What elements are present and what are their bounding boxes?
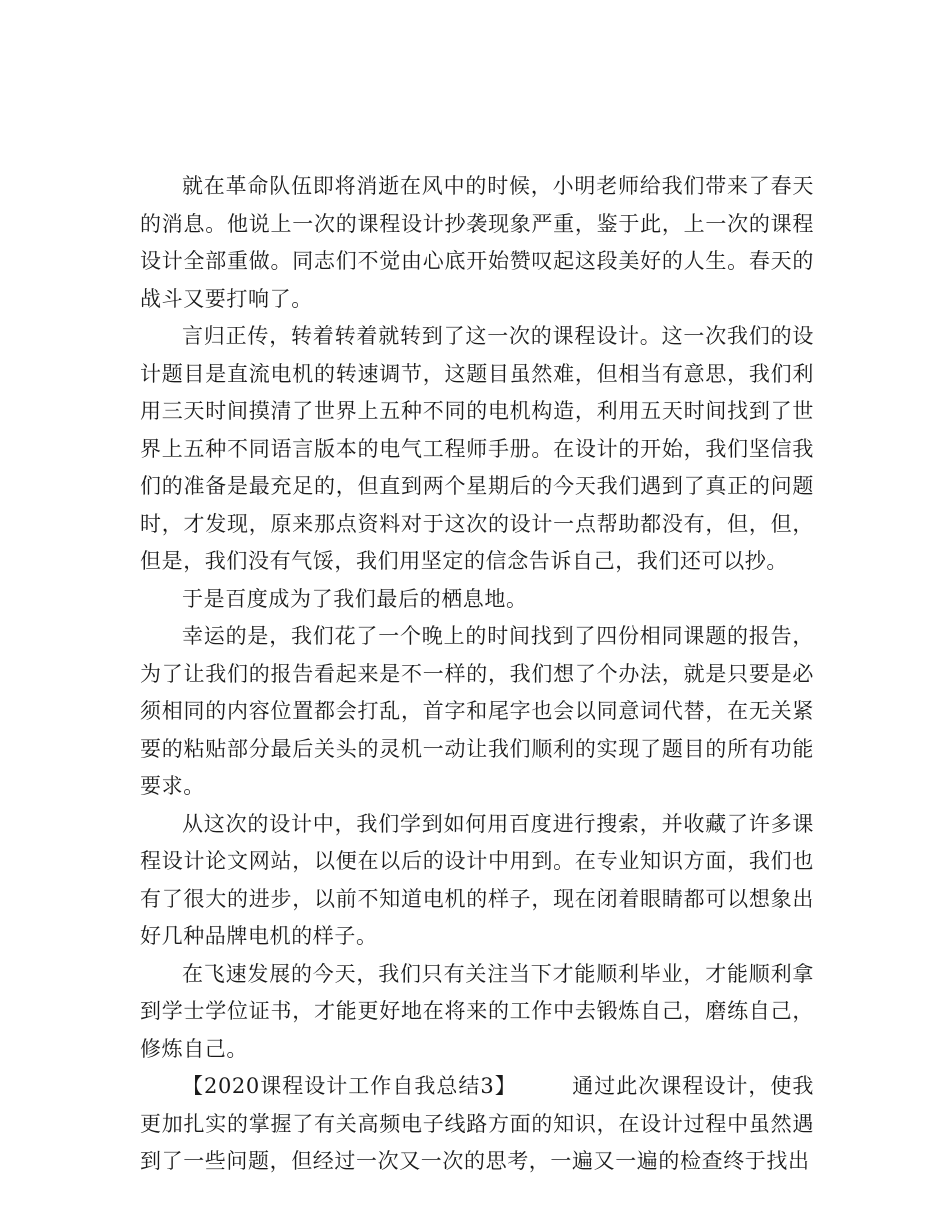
section-heading: 【2020课程设计工作自我总结3】 [182, 1074, 507, 1098]
paragraph-2: 言归正传，转着转着就转到了这一次的课程设计。这一次我们的设计题目是直流电机的转速调节，这题目虽然难，但相当有意思，我们利用三天时间摸清了世界上五种不同的电机构造，利用五天时间找到了世界上五种不同语言版本的电气工程师手册。在设计的开始，我们坚信我们的准备是最充足的，但直到两个星期后的今天我们遇到了真正的问题时，才发现，原来那点资料对于这次的设计一点帮助都没有，但，但，但是，我们没有气馁，我们用坚定的信念告诉自己，我们还可以抄。 [140, 324, 814, 573]
paragraph-3: 于是百度成为了我们最后的栖息地。 [182, 586, 528, 611]
paragraph-4: 幸运的是，我们花了一个晚上的时间找到了四份相同课题的报告，为了让我们的报告看起来是不一样的，我们想了个办法，就是只要是必须相同的内容位置都会打乱，首字和尾字也会以同意词代替，在无关紧要的粘贴部分最后关头的灵机一动让我们顺利的实现了题目的所有功能要求。 [140, 624, 814, 798]
paragraph-6: 在飞速发展的今天，我们只有关注当下才能顺利毕业，才能顺利拿到学士学位证书，才能更好地在将来的工作中去锻炼自己，磨练自己，修炼自己。 [140, 961, 814, 1061]
paragraph-1: 就在革命队伍即将消逝在风中的时候，小明老师给我们带来了春天的消息。他说上一次的课程设计抄袭现象严重，鉴于此，上一次的课程设计全部重做。同志们不觉由心底开始赞叹起这段美好的人生。春天的战斗又要打响了。 [140, 174, 814, 311]
document-body [140, 168, 814, 1181]
section-body: 通过此次课程设计，使我更加扎实的掌握了有关高频电子线路方面的知识，在设计过程中虽然遇到了一些问题，但经过一次又一次的思考，一遍又一遍的检查终于找出 [140, 1074, 814, 1173]
section-gap [506, 1074, 572, 1098]
section-paragraph [140, 1068, 814, 1181]
paragraph-5: 从这次的设计中，我们学到如何用百度进行搜索，并收藏了许多课程设计论文网站，以便在以后的设计中用到。在专业知识方面，我们也有了很大的进步，以前不知道电机的样子，现在闭着眼睛都可以想象出好几种品牌电机的样子。 [140, 811, 814, 948]
